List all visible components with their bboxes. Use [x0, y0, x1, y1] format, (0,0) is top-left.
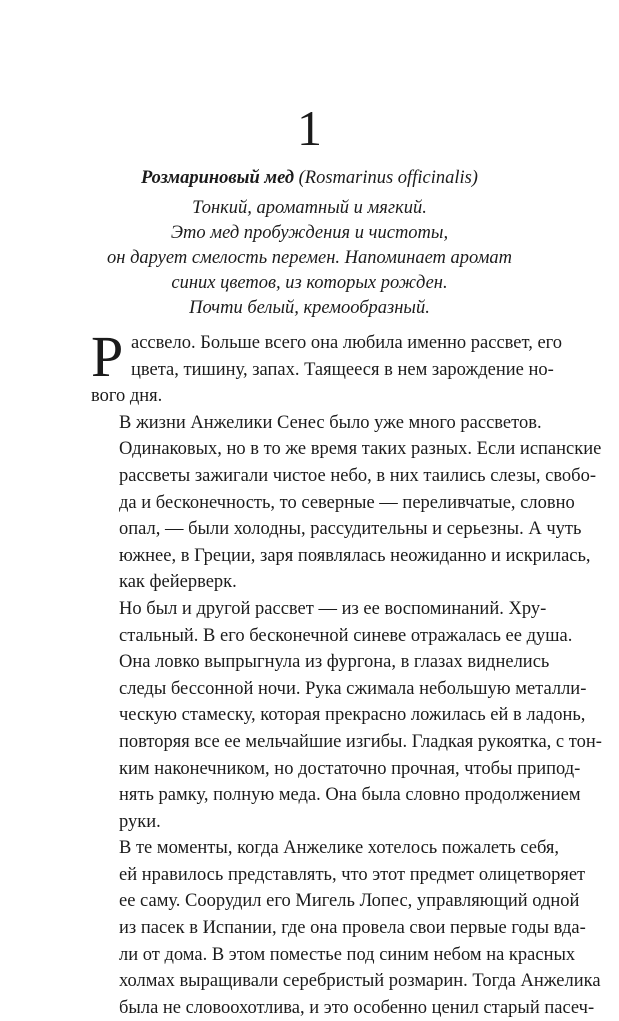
text-line: ассвело. Больше всего она любила именно рассвет, его	[131, 333, 563, 353]
body-text	[91, 324, 602, 1021]
epigraph-line: он дарует смелость перемен. Напоминает аромат	[107, 248, 512, 268]
text-line: как фейерверк.	[119, 572, 237, 593]
epigraph-line: Почти белый, кремообразный.	[189, 298, 430, 318]
text-line: ли от дома. В этом поместье под синим небом на красных	[119, 944, 576, 965]
text-line: повторяя все ее мельчайшие изгибы. Гладкая рукоятка, с тон-	[119, 731, 602, 752]
text-line: из пасек в Испании, где она провела свои первые годы вда-	[119, 918, 586, 939]
text-line: опал, — были холодны, рассудительны и серьезны. А чуть	[119, 519, 582, 540]
paragraph	[91, 649, 602, 835]
epigraph-title	[0, 166, 619, 190]
text-line: ким наконечником, но достаточно прочная, чтобы припод-	[119, 758, 581, 779]
text-line: ей нравилось представлять, что этот предмет олицетворяет	[119, 864, 586, 885]
text-line: нять рамку, полную меда. Она была словно продолжением	[119, 785, 581, 806]
honey-name: Розмариновый мед	[141, 168, 294, 188]
text-line: Она ловко выпрыгнула из фургона, в глазах виднелись	[119, 652, 550, 673]
text-line: ее саму. Соорудил его Мигель Лопес, управляющий одной	[119, 891, 580, 912]
text-line: В жизни Анжелики Сенес было уже много рассветов.	[119, 412, 542, 433]
text-line: рассветы зажигали чистое небо, в них таились слезы, свобо-	[119, 465, 596, 486]
latin-name: (Rosmarinus officinalis)	[298, 168, 478, 188]
text-line: да и бесконечность, то северные — переливчатые, словно	[119, 492, 575, 513]
text-line: была не словоохотлива, и это особенно ценил старый пасеч-	[119, 997, 595, 1018]
text-line: руки.	[119, 811, 161, 832]
epigraph-line: Тонкий, ароматный и мягкий.	[192, 198, 427, 218]
text-line: вого дня.	[91, 386, 163, 407]
text-line: Одинаковых, но в то же время таких разных. Если испанские	[119, 439, 602, 460]
chapter-number: 1	[297, 100, 322, 156]
paragraph	[91, 835, 601, 1021]
epigraph-line: синих цветов, из которых рожден.	[171, 273, 448, 293]
text-line: В те моменты, когда Анжелике хотелось пожалеть себя,	[119, 838, 560, 859]
text-line: южнее, в Греции, заря появлялась неожиданно и искрилась,	[119, 545, 591, 566]
text-line: стальный. В его бесконечной синеве отражалась ее душа.	[119, 625, 573, 646]
paragraph	[91, 596, 573, 649]
text-line: следы бессонной ночи. Рука сжимала небольшую металли-	[119, 678, 587, 699]
text-line: ческую стамеску, которая прекрасно ложилась ей в ладонь,	[119, 705, 586, 726]
epigraph-line: Это мед пробуждения и чистоты,	[170, 223, 449, 243]
paragraph	[91, 324, 563, 410]
drop-cap: Р	[91, 324, 124, 389]
text-line: Но был и другой рассвет — из ее воспоминаний. Хру-	[119, 598, 547, 619]
paragraph	[91, 410, 602, 596]
text-line: холмах выращивали серебристый розмарин. Тогда Анжелика	[119, 971, 601, 992]
epigraph	[0, 196, 619, 321]
text-line: цвета, тишину, запах. Таящееся в нем зарождение но-	[131, 359, 554, 380]
